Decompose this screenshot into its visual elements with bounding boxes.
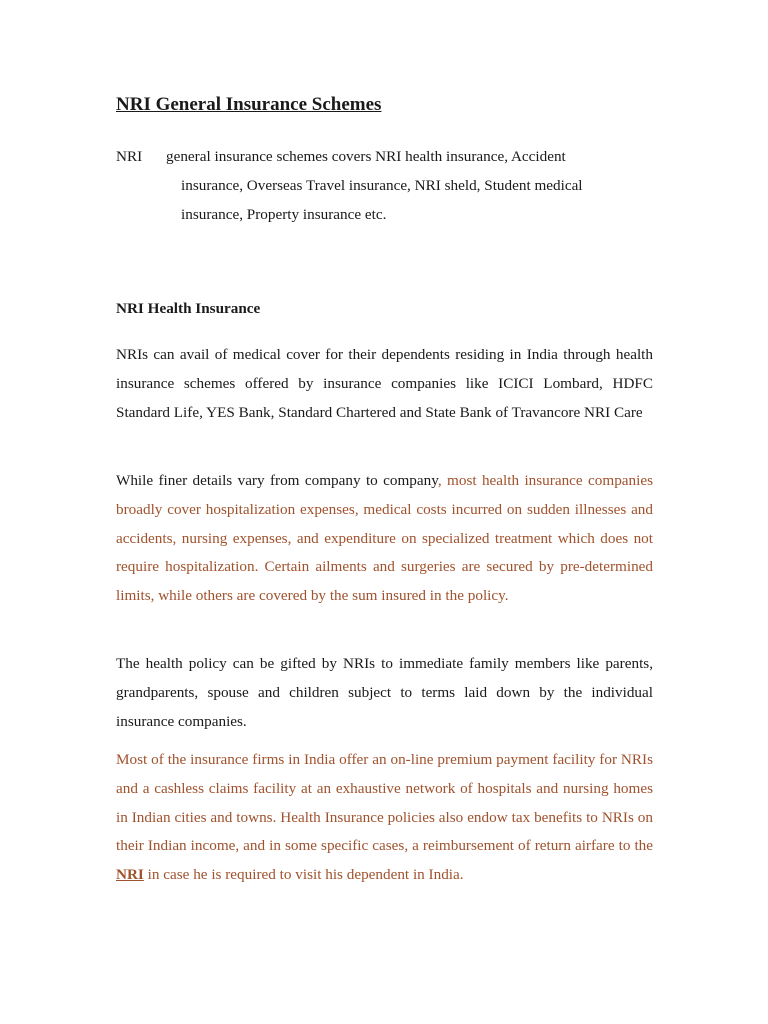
paragraph-coverage-details <box>116 467 653 611</box>
section-heading: NRI Health Insurance <box>116 300 261 317</box>
paragraph-payment-facilities <box>116 746 653 890</box>
nri-link[interactable]: NRI <box>116 866 144 884</box>
paragraph-payment-after-link: in case he is required to visit his dependent in India. <box>147 866 464 884</box>
paragraph-gifting: The health policy can be gifted by NRIs to immediate family members like parents, grandparents, spouse and children subject to terms laid down by the individual insurance companies. <box>116 655 653 730</box>
document-title: NRI General Insurance Schemes <box>116 94 382 115</box>
intro-line-1-text: general insurance schemes covers NRI health insurance, Accident <box>166 148 566 165</box>
intro-paragraph <box>116 142 653 229</box>
intro-lead: NRI <box>116 148 143 165</box>
intro-line-2: insurance, Overseas Travel insurance, NRI sheld, Student medical <box>181 177 583 194</box>
paragraph-payment-before-link: Most of the insurance firms in India offer an on-line premium payment facility for NRIs and a cashless claims facility at an exhaustive network of hospitals and nursing homes in Indian cities and towns. Health Insurance policies also endow tax benefits to NRIs on their Indian income, and in some specific cases, a reimbursement of return airfare to the <box>116 751 653 855</box>
paragraph-coverage-details-accent: , most health insurance companies broadly cover hospitalization expenses, medical costs incurred on sudden illnesses and accidents, nursing expenses, and expenditure on specialized treatment which does not require hospitalization. Certain ailments and surgeries are secured by pre-determined limits, while others are covered by the sum insured in the policy. <box>116 472 653 605</box>
intro-line-1 <box>116 142 653 171</box>
paragraph-coverage-details-plain: While finer details vary from company to company <box>116 472 438 489</box>
intro-line-3: insurance, Property insurance etc. <box>181 206 387 223</box>
paragraph-coverage-providers: NRIs can avail of medical cover for their dependents residing in India through health insurance schemes offered by insurance companies like ICICI Lombard, HDFC Standard Life, YES Bank, Standard Chartered and State Bank of Travancore NRI Care <box>116 346 653 421</box>
